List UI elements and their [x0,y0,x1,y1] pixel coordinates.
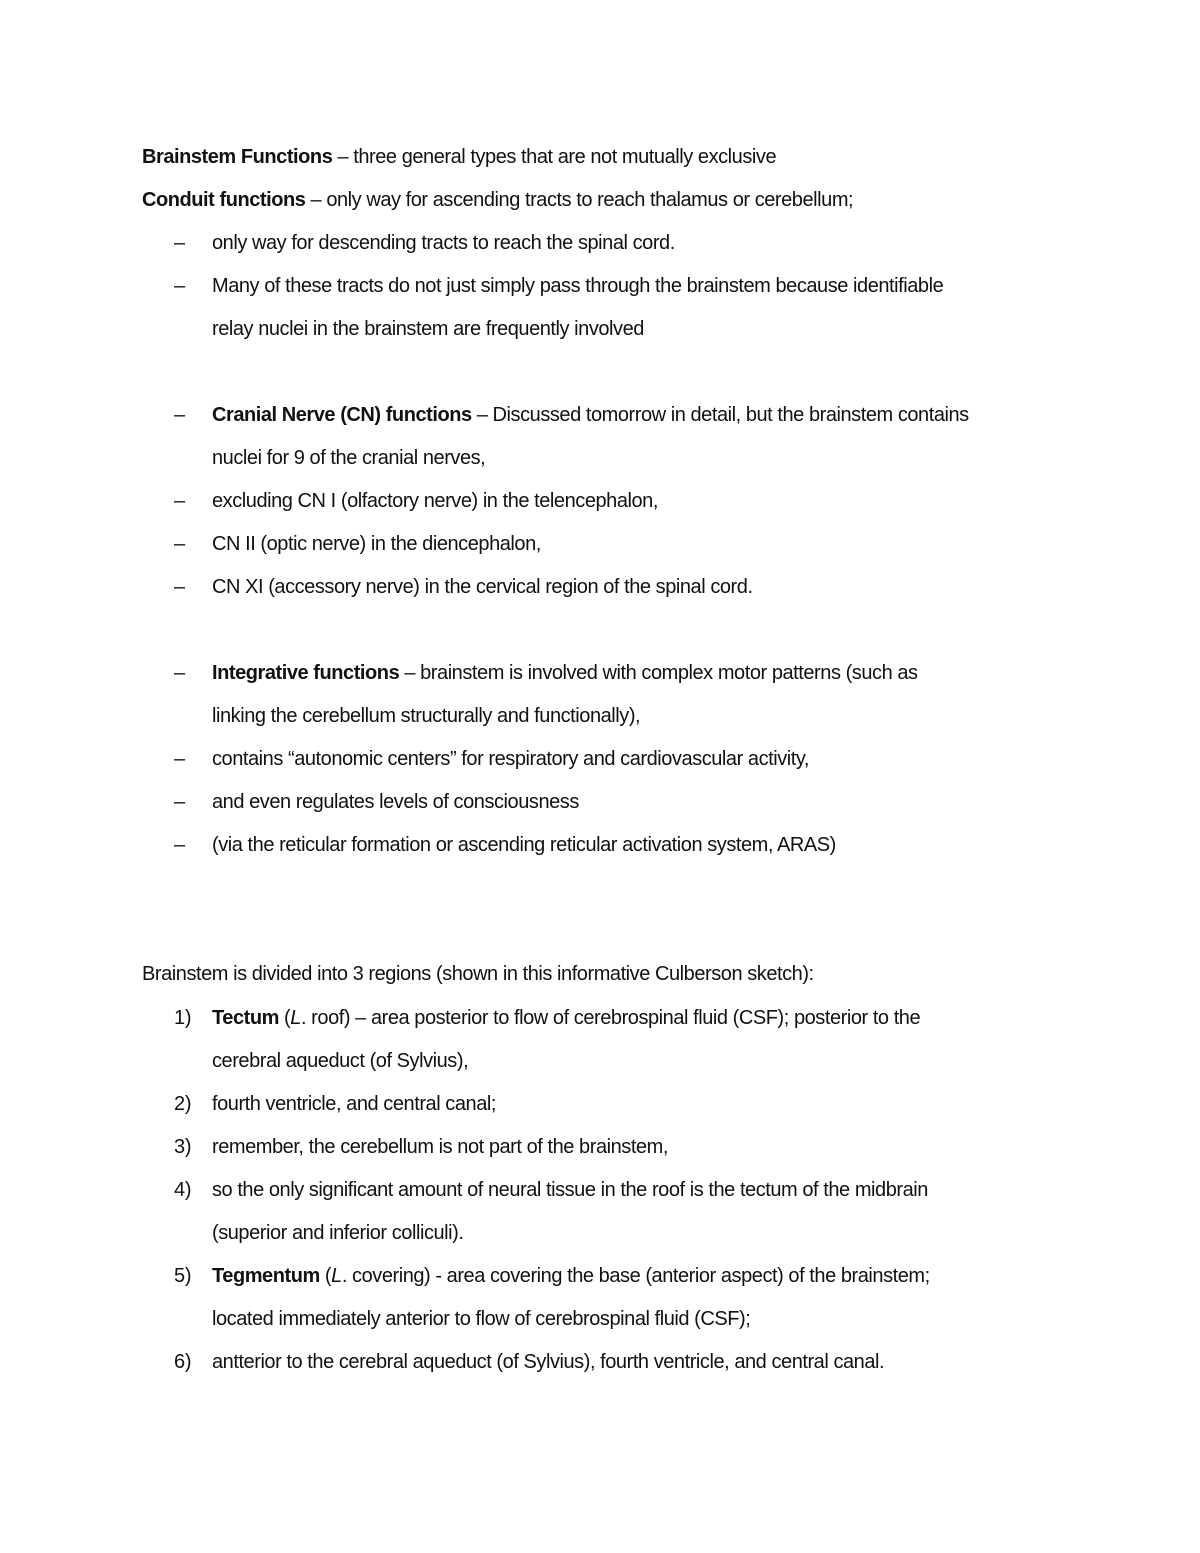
region-latin: L [290,1007,301,1029]
integrative-heading-bold: Integrative functions [212,662,400,684]
list-number: 6) [174,1351,192,1373]
region-item-continuation: cerebral aqueduct (of Sylvius), [212,1050,469,1072]
list-number: 5) [174,1265,192,1287]
dash-marker: – [174,404,186,426]
integrative-bullet: (via the reticular formation or ascending reticular activation system, ARAS) [212,834,836,856]
integrative-continuation: linking the cerebellum structurally and functionally), [212,705,641,727]
title-rest: – three general types that are not mutually exclusive [332,146,777,168]
list-number: 4) [174,1179,192,1201]
list-number: 1) [174,1007,192,1029]
region-latin: L [331,1265,342,1287]
section-title [142,143,776,171]
region-desc: . covering) - area covering the base (anterior aspect) of the brainstem; [341,1265,930,1287]
cranial-continuation: nuclei for 9 of the cranial nerves, [212,447,486,469]
region-item-continuation: located immediately anterior to flow of cerebrospinal fluid (CSF); [212,1308,751,1330]
conduit-bullet: Many of these tracts do not just simply pass through the brainstem because identifiable [212,275,944,297]
dash-marker: – [174,662,186,684]
conduit-heading-bold: Conduit functions [142,189,306,211]
region-item-continuation: (superior and inferior colliculi). [212,1222,464,1244]
region-paren: ( [278,1007,291,1029]
dash-marker: – [174,576,186,598]
cranial-heading-rest: – Discussed tomorrow in detail, but the brainstem contains [471,404,969,426]
integrative-bullet: contains “autonomic centers” for respiratory and cardiovascular activity, [212,748,810,770]
cranial-bullet: CN XI (accessory nerve) in the cervical region of the spinal cord. [212,576,753,598]
dash-marker: – [174,834,186,856]
conduit-heading-rest: – only way for ascending tracts to reach thalamus or cerebellum; [305,189,854,211]
conduit-bullet: only way for descending tracts to reach the spinal cord. [212,232,675,254]
conduit-heading [142,186,853,214]
conduit-bullet-continuation: relay nuclei in the brainstem are frequently involved [212,318,644,340]
region-desc: . roof) – area posterior to flow of cerebrospinal fluid (CSF); posterior to the [300,1007,921,1029]
dash-marker: – [174,748,186,770]
region-item: so the only significant amount of neural tissue in the roof is the tectum of the midbrain [212,1179,928,1201]
region-item [212,1004,920,1032]
integrative-heading [212,659,918,687]
list-number: 2) [174,1093,192,1115]
dash-marker: – [174,791,186,813]
region-item [212,1262,930,1290]
cranial-heading-bold: Cranial Nerve (CN) functions [212,404,472,426]
integrative-heading-rest: – brainstem is involved with complex motor patterns (such as [399,662,918,684]
cranial-heading [212,401,969,429]
region-item: fourth ventricle, and central canal; [212,1093,496,1115]
region-paren: ( [319,1265,332,1287]
dash-marker: – [174,232,186,254]
integrative-bullet: and even regulates levels of consciousness [212,791,579,813]
dash-marker: – [174,533,186,555]
region-item: antterior to the cerebral aqueduct (of Sylvius), fourth ventricle, and central canal. [212,1351,885,1373]
region-item: remember, the cerebellum is not part of the brainstem, [212,1136,668,1158]
dash-marker: – [174,490,186,512]
list-number: 3) [174,1136,192,1158]
cranial-bullet: excluding CN I (olfactory nerve) in the telencephalon, [212,490,658,512]
dash-marker: – [174,275,186,297]
cranial-bullet: CN II (optic nerve) in the diencephalon, [212,533,541,555]
region-term: Tegmentum [212,1265,320,1287]
region-term: Tectum [212,1007,279,1029]
title-bold: Brainstem Functions [142,146,333,168]
regions-intro: Brainstem is divided into 3 regions (shown in this informative Culberson sketch): [142,963,814,985]
